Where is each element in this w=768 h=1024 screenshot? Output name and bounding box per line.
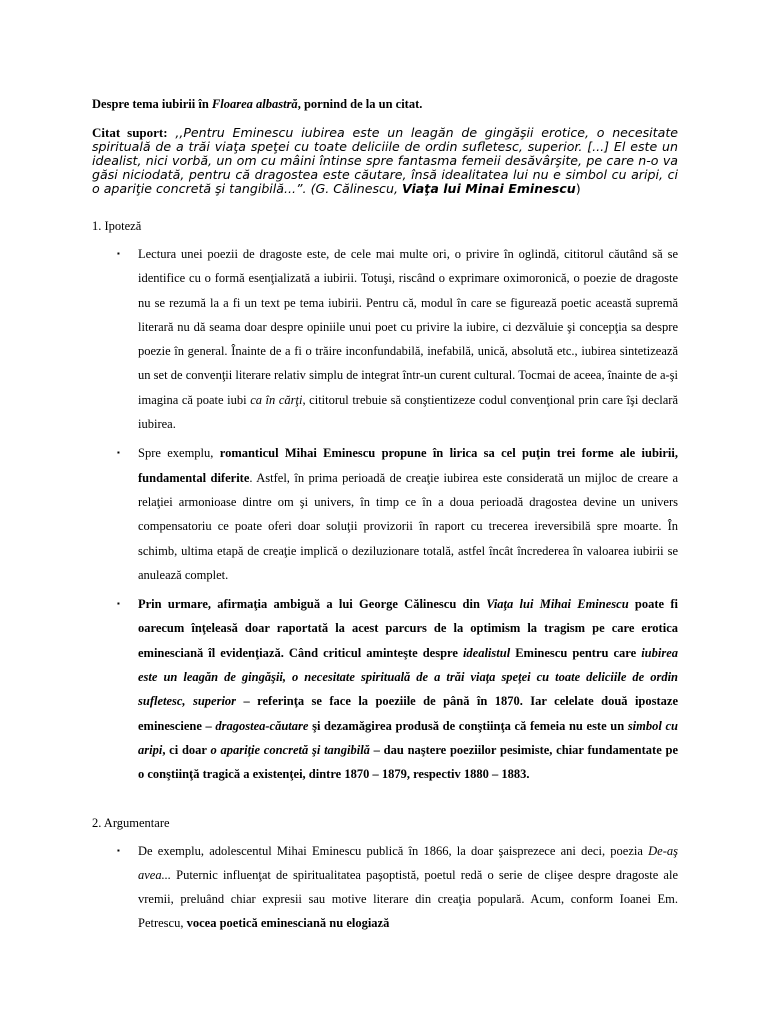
paragraph-bold: şi dezamăgirea produsă de conştiinţa că femeia nu este un (308, 718, 628, 733)
bullet-icon: ▪ (117, 845, 120, 855)
quote-source-title: Viaţa lui Minai Eminescu (401, 181, 576, 196)
paragraph-italic: ca în cărţi (250, 392, 303, 407)
quote-close: ) (575, 181, 581, 196)
document-title (92, 96, 678, 112)
list-item (92, 592, 678, 786)
paragraph-bold-italic: dragostea-căutare (215, 718, 309, 733)
document-page (92, 96, 678, 936)
paragraph-bold-italic: simbol cu aripi (138, 718, 678, 757)
paragraph-italic: De-aş avea... (138, 843, 678, 882)
paragraph-bold: Prin urmare, afirmaţia ambiguă a lui George Călinescu din (138, 597, 487, 612)
list-item (92, 441, 678, 587)
bullet-icon: ▪ (117, 448, 120, 458)
title-text-end: , pornind de la un citat. (297, 97, 423, 111)
paragraph-bold: – dau naştere poeziilor pesimiste, chiar fundamentate pe o conştiinţă tragică a existenţei, dintre 1870 – 1879, respectiv 1880 – 1883. (138, 742, 679, 782)
bullet-icon: ▪ (117, 249, 120, 258)
ipoteza-list (92, 242, 678, 787)
title-poem-name: Floarea albastră (211, 97, 298, 111)
paragraph-bold-italic: idealistul (462, 645, 511, 660)
paragraph-text: De exemplu, adolescentul Mihai Eminescu publică în 1866, la doar şaisprezece ani deci, poezia (138, 843, 649, 858)
title-text: Despre tema iubirii în (92, 97, 212, 111)
bullet-icon: ▪ (117, 599, 120, 609)
paragraph-text: Puternic influenţat de spiritualitatea paşoptistă, poetul redă o serie de clişee despre dragoste ale vremii, preluând chiar expresii sau motive literare din creaţia populară. Acum, conform Ioanei Em. Petrescu, (138, 867, 678, 931)
list-item (92, 839, 678, 936)
paragraph-bold: Eminescu pentru care (510, 645, 642, 660)
quote-text: ,,Pentru Eminescu iubirea este un leagăn de gingăşii erotice, o necesitate spirituală de a trăi viaţa speţei cu toate deliciile de ordin sufletesc, superior. [...] El este un idealist, nici vorbă, un om cu mâini întinse spre fantasma femeii desăvârşite, pe care n-o va găsi niciodată, pentru că dragostea este căutare, însă idealitatea lui nu e simbol cu aripi, ci o apariţie concretă şi tangibilă...”. (G. Călinescu, (92, 125, 679, 196)
paragraph-bold-italic: o apariţie concretă şi tangibilă (210, 742, 370, 757)
paragraph-bold-italic: iubirea este un leagăn de gingăşii, o necesitate spirituală de a trăi viaţa speţei cu toate deliciile de ordin sufletesc, superior (138, 645, 679, 709)
paragraph-text: , cititorul trebuie să conştientizeze codul convenţional prin care îşi declară iubirea. (138, 392, 678, 432)
argumentare-list (92, 839, 678, 936)
section-heading-ipoteza: 1. Ipoteză (92, 219, 142, 233)
paragraph-bold: romanticul Mihai Eminescu propune în lirica sa cel puţin trei forme ale iubirii, fundamental diferite (138, 446, 678, 485)
paragraph-bold: vocea poetică eminesciană nu elogiază (186, 916, 390, 931)
paragraph-bold-italic: Viaţa lui Mihai Eminescu (486, 597, 629, 612)
support-quote (92, 126, 678, 196)
paragraph-bold: poate fi oarecum înţeleasă doar raportată la acest parcurs de la optimism la tragism pe care erotica eminesciană îl evidenţiază. Când criticul aminteşte despre (138, 597, 678, 660)
section-heading-argumentare: 2. Argumentare (92, 815, 170, 830)
paragraph-bold: , ci doar (162, 742, 211, 757)
quote-label: Citat suport: (92, 125, 168, 140)
paragraph-text: Spre exemplu, (138, 446, 220, 461)
paragraph-text: Lectura unei poezii de dragoste este, de cele mai multe ori, o privire în oglindă, cititorul căutând să se identifice cu o formă esenţializată a iubirii. Totuşi, riscând o exprimare oximoronică, o poezie de dragoste nu se rezumă la a fi un text pe tema iubirii. Pentru că, modul în care se figurează poetic această supremă literară nu dă seama doar despre opiniile unui poet cu privire la iubire, ci dezvăluie şi concepţia sa despre poezie în general. Înainte de a fi o trăire inconfundabilă, inefabilă, unică, absolută etc., iubirea sintetizează un set de convenţii literare relativ simplu de integrat într-un curent cultural. Tocmai de aceea, înainte de a-şi imagina că poate iubi (138, 247, 678, 407)
list-item (92, 242, 678, 436)
paragraph-bold: – referinţa se face la poeziile de până în 1870. Iar celelate două ipostaze eminesciene – (138, 694, 679, 733)
paragraph-text: . Astfel, în prima perioadă de creaţie iubirea este considerată un mijloc de creare a relaţiei armonioase dintre om şi univers, în timp ce în a doua perioadă dragostea devine un univers compensatoriu ce poate oferi doar soluţii provizorii în raport cu trecerea ireversibilă spre moarte. În schimb, ultima etapă de creaţie implică o deziluzionare totală, astfel încât încrederea în valoarea iubirii se anulează complet. (138, 470, 678, 582)
